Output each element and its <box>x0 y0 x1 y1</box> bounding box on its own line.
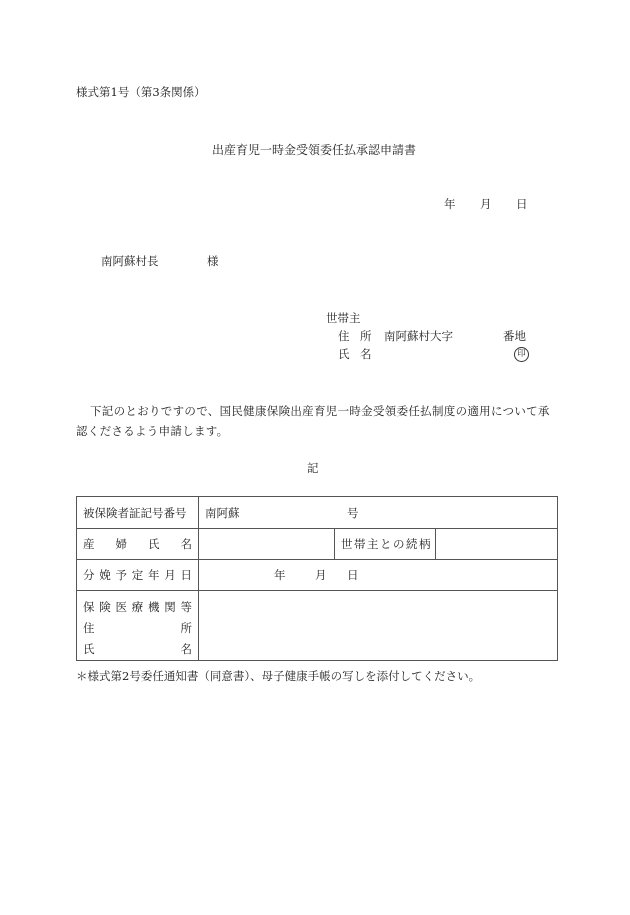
due-date-label: 分 娩 予 定 年 月 日 <box>77 560 199 591</box>
insurance-number-value[interactable] <box>199 497 558 529</box>
body-text-line2: 認くださるよう申請します。 <box>76 424 229 438</box>
name-label-1: 氏 <box>338 347 350 361</box>
addressee-name: 南阿蘇村長 <box>101 254 159 268</box>
address-label-2: 所 <box>360 329 372 343</box>
insurance-suffix: 号 <box>347 505 359 520</box>
ki-heading: 記 <box>307 461 319 475</box>
address-value[interactable]: 南阿蘇村大字 <box>384 329 453 343</box>
due-day: 日 <box>347 568 359 582</box>
name-label-2: 名 <box>360 347 372 361</box>
form-number: 様式第1号（第3条関係） <box>76 85 206 99</box>
document-title: 出産育児一時金受領委任払承認申請書 <box>212 143 417 157</box>
medical-institution-label: 保 険 医 療 機 関 等 住 所 氏 名 <box>77 591 199 661</box>
footnote: ＊様式第2号委任通知書（同意書）、母子健康手帳の写しを添付してください。 <box>76 669 481 683</box>
seal-icon: 印 <box>514 347 529 362</box>
application-table <box>76 496 558 661</box>
address-label-1: 住 <box>338 329 350 343</box>
date-month: 月 <box>480 197 492 211</box>
addressee-honorific: 様 <box>207 254 219 268</box>
applicant-heading: 世帯主 <box>326 311 361 325</box>
relation-label: 世帯主との続柄 <box>335 529 436 560</box>
mother-name-value[interactable] <box>199 529 335 560</box>
medical-institution-value[interactable] <box>199 591 558 661</box>
due-year: 年 <box>274 568 286 582</box>
due-month: 月 <box>315 568 327 582</box>
relation-value[interactable] <box>436 529 558 560</box>
table-row-due-date <box>77 560 558 591</box>
address-suffix: 番地 <box>503 329 526 343</box>
table-row-mother-name <box>77 529 558 560</box>
mother-name-label: 産 婦 氏 名 <box>77 529 199 560</box>
due-date-value[interactable] <box>199 560 558 591</box>
insurance-prefix: 南阿蘇 <box>205 505 240 520</box>
insurance-number-label: 被保険者証記号番号 <box>77 497 199 529</box>
table-row-insurance-number <box>77 497 558 529</box>
date-day: 日 <box>516 197 528 211</box>
date-year: 年 <box>444 197 456 211</box>
body-text-line1: 下記のとおりですので、国民健康保険出産育児一時金受領委任払制度の適用について承 <box>90 404 550 418</box>
table-row-medical-institution <box>77 591 558 661</box>
